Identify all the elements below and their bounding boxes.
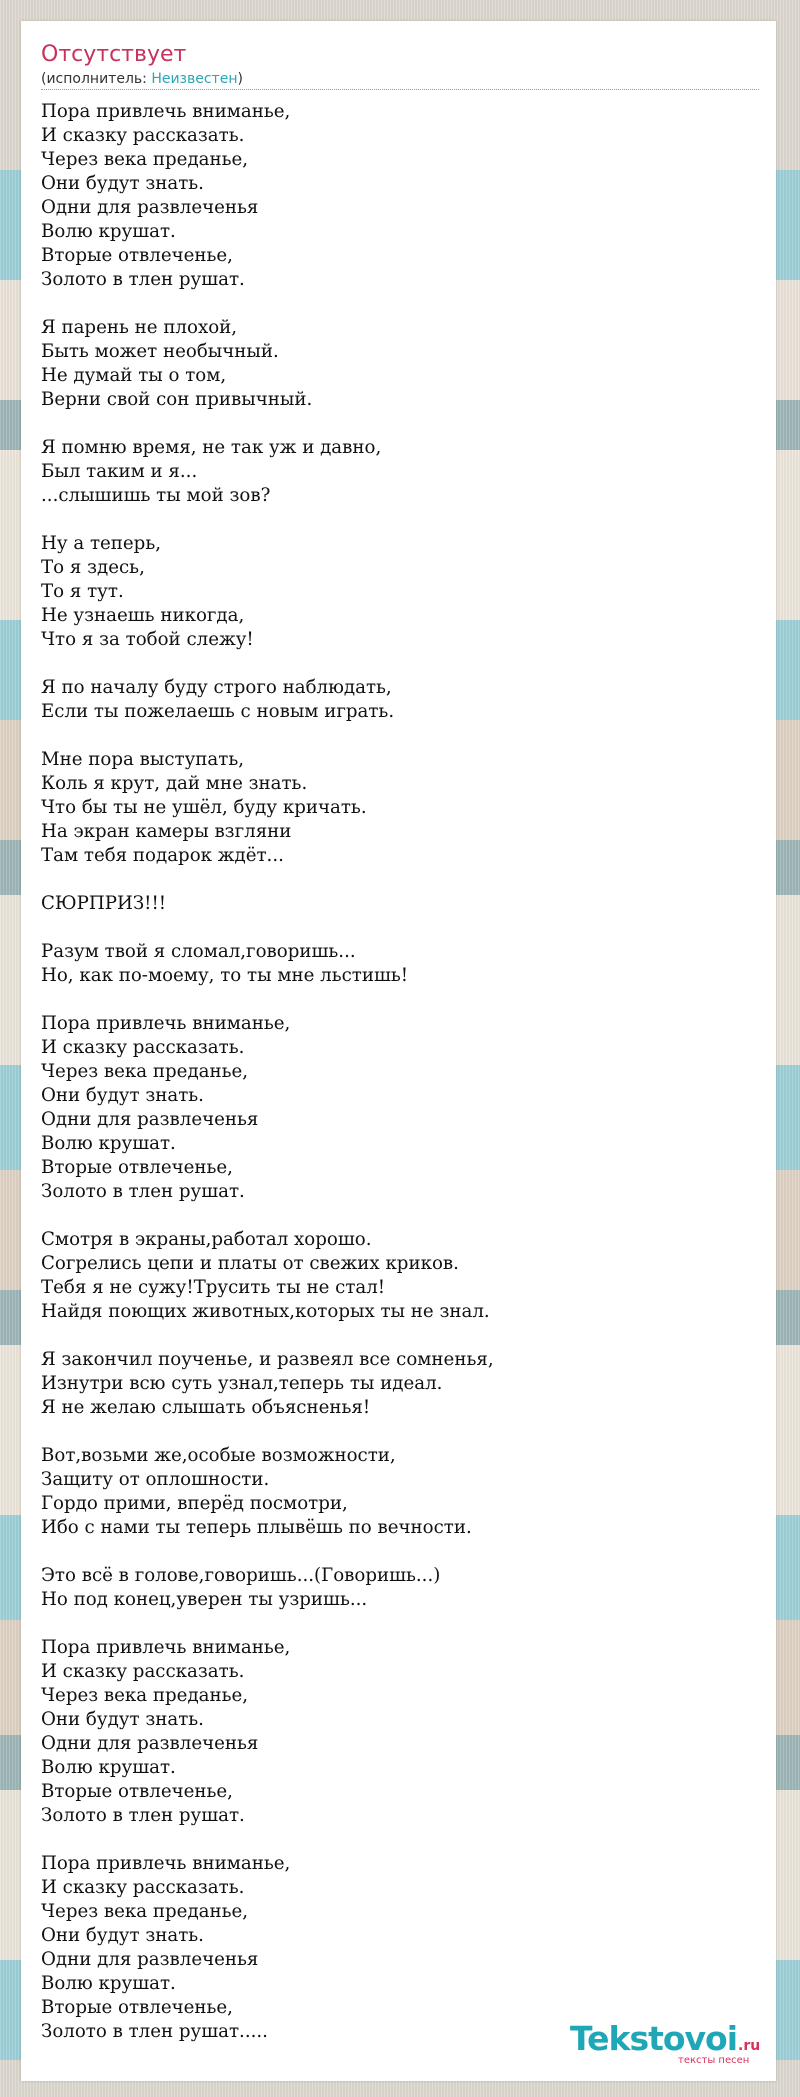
lyrics-line: Смотря в экраны,работал хорошо. [41, 1229, 372, 1250]
lyrics-line: Мне пора выступать, [41, 749, 245, 770]
lyrics-line: Не думай ты о том, [41, 365, 227, 386]
lyrics-line: Коль я крут, дай мне знать. [41, 773, 308, 794]
lyrics-line: Через века преданье, [41, 149, 249, 170]
lyrics-stanza [41, 1348, 759, 1420]
lyrics-line: Волю крушат. [41, 1973, 176, 1994]
lyrics-stanza [41, 1636, 759, 1828]
lyrics-stanza [41, 1564, 759, 1612]
lyrics-stanza [41, 748, 759, 868]
lyrics-stanza [41, 1444, 759, 1540]
lyrics-line: Верни свой сон привычный. [41, 389, 313, 410]
lyrics-line: Золото в тлен рушат..... [41, 2021, 268, 2042]
lyrics-line: И сказку рассказать. [41, 125, 245, 146]
lyrics-line: Я не желаю слышать объясненья! [41, 1397, 371, 1418]
lyrics-stanza [41, 532, 759, 652]
lyrics-line: Я закончил поученье, и развеял все сомненья, [41, 1349, 494, 1370]
song-header [41, 40, 759, 90]
lyrics-line: Пора привлечь вниманье, [41, 101, 291, 122]
lyrics-line: Но под конец,уверен ты узришь... [41, 1589, 368, 1610]
artist-suffix: ) [237, 71, 243, 87]
lyrics-line: Тебя я не сужу!Трусить ты не стал! [41, 1277, 386, 1298]
lyrics-line: И сказку рассказать. [41, 1037, 245, 1058]
lyrics-line: Был таким и я... [41, 461, 198, 482]
lyrics-line: Я по началу буду строго наблюдать, [41, 677, 392, 698]
logo-tld: .ru [738, 2038, 761, 2054]
lyrics-line: Золото в тлен рушат. [41, 1181, 245, 1202]
lyrics-line: Волю крушат. [41, 1133, 176, 1154]
lyrics-line: Ибо с нами ты теперь плывёшь по вечности. [41, 1517, 472, 1538]
lyrics-line: Пора привлечь вниманье, [41, 1637, 291, 1658]
artist-prefix: (исполнитель: [41, 71, 152, 87]
artist-link[interactable]: Неизвестен [151, 71, 238, 87]
lyrics-line: Вторые отвлеченье, [41, 1997, 233, 2018]
lyrics-line: Изнутри всю суть узнал,теперь ты идеал. [41, 1373, 443, 1394]
lyrics-stanza [41, 1228, 759, 1324]
lyrics-line: Гордо прими, вперёд посмотри, [41, 1493, 348, 1514]
lyrics-stanza [41, 892, 759, 916]
lyrics-line: Вот,возьми же,особые возможности, [41, 1445, 396, 1466]
lyrics-stanza [41, 1852, 759, 2044]
lyrics-line: Но, как по-моему, то ты мне льстишь! [41, 965, 409, 986]
lyrics-line: Вторые отвлеченье, [41, 1157, 233, 1178]
song-title: Отсутствует [41, 42, 187, 67]
lyrics-line: То я здесь, [41, 557, 145, 578]
lyrics-stanza [41, 940, 759, 988]
lyrics-line: И сказку рассказать. [41, 1661, 245, 1682]
lyrics-line: Что бы ты не ушёл, буду кричать. [41, 797, 367, 818]
lyrics-body [41, 100, 759, 2068]
lyrics-line: Через века преданье, [41, 1061, 249, 1082]
lyrics-line: Разум твой я сломал,говоришь... [41, 941, 356, 962]
lyrics-line: Пора привлечь вниманье, [41, 1013, 291, 1034]
lyrics-line: Что я за тобой слежу! [41, 629, 254, 650]
lyrics-line: Одни для развлеченья [41, 1733, 259, 1754]
lyrics-stanza [41, 1012, 759, 1204]
lyrics-line: Защиту от оплошности. [41, 1469, 270, 1490]
lyrics-line: Найдя поющих животных,которых ты не знал. [41, 1301, 490, 1322]
lyrics-line: На экран камеры взгляни [41, 821, 292, 842]
lyrics-line: Одни для развлеченья [41, 197, 259, 218]
artist-line [41, 70, 759, 88]
lyrics-line: Согрелись цепи и платы от свежих криков. [41, 1253, 459, 1274]
lyrics-line: Не узнаешь никогда, [41, 605, 245, 626]
lyrics-line: Через века преданье, [41, 1901, 249, 1922]
lyrics-stanza [41, 436, 759, 508]
lyrics-line: Вторые отвлеченье, [41, 1781, 233, 1802]
lyrics-line: Пора привлечь вниманье, [41, 1853, 291, 1874]
lyrics-line: СЮРПРИЗ!!! [41, 893, 167, 914]
lyrics-line: Золото в тлен рушат. [41, 1805, 245, 1826]
lyrics-line: Они будут знать. [41, 1085, 204, 1106]
lyrics-line: Быть может необычный. [41, 341, 279, 362]
lyrics-line: Они будут знать. [41, 1709, 204, 1730]
lyrics-line: Одни для развлеченья [41, 1109, 259, 1130]
lyrics-line: Волю крушат. [41, 221, 176, 242]
lyrics-line: ...слышишь ты мой зов? [41, 485, 271, 506]
lyrics-card [21, 21, 776, 2081]
lyrics-line: Золото в тлен рушат. [41, 269, 245, 290]
logo-tagline: тексты песен [678, 2055, 750, 2066]
lyrics-line: Если ты пожелаешь с новым играть. [41, 701, 395, 722]
lyrics-line: Одни для развлеченья [41, 1949, 259, 1970]
lyrics-line: Там тебя подарок ждёт... [41, 845, 284, 866]
lyrics-line: И сказку рассказать. [41, 1877, 245, 1898]
lyrics-line: То я тут. [41, 581, 124, 602]
lyrics-stanza [41, 100, 759, 292]
lyrics-line: Вторые отвлеченье, [41, 245, 233, 266]
lyrics-line: Через века преданье, [41, 1685, 249, 1706]
lyrics-line: Я помню время, не так уж и давно, [41, 437, 382, 458]
lyrics-line: Они будут знать. [41, 173, 204, 194]
lyrics-line: Ну а теперь, [41, 533, 162, 554]
logo-main-text: Tekstovoi [570, 2019, 738, 2058]
lyrics-line: Это всё в голове,говоришь...(Говоришь...) [41, 1565, 441, 1586]
site-logo[interactable] [570, 2019, 790, 2079]
lyrics-stanza [41, 316, 759, 412]
lyrics-line: Они будут знать. [41, 1925, 204, 1946]
lyrics-line: Волю крушат. [41, 1757, 176, 1778]
lyrics-stanza [41, 676, 759, 724]
lyrics-line: Я парень не плохой, [41, 317, 238, 338]
